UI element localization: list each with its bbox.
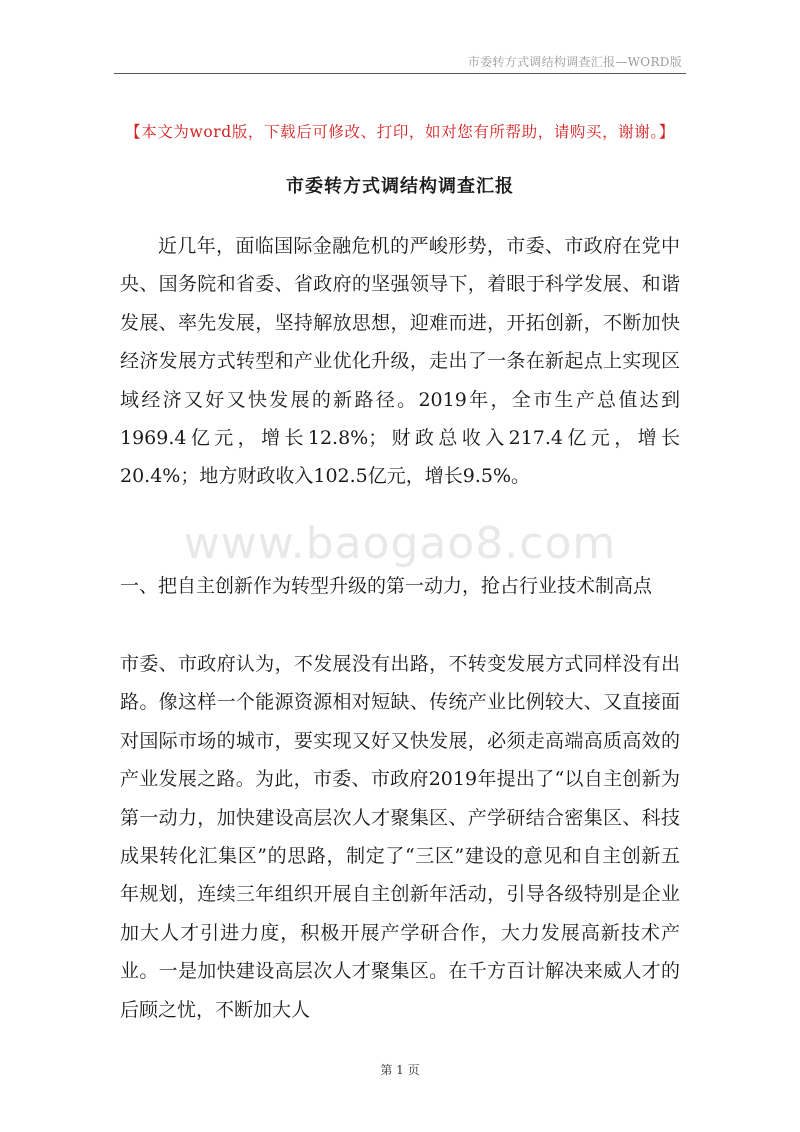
document-title: 市委转方式调结构调查汇报 (286, 176, 514, 197)
page-number: 第 1 页 (380, 1063, 420, 1077)
header-divider (114, 73, 686, 74)
intro-paragraph: 近几年，面临国际金融危机的严峻形势，市委、市政府在党中央、国务院和省委、省政府的坚强领导下，着眼于科学发展、和谐发展、率先发展，坚持解放思想，迎难而进，开拓创新，不断加快经济发展方式转型和产业优化升级，走出了一条在新起点上实现区域经济又好又快发展的新路径。2019年，全市生产总值达到1969.4亿元，增长12.8%；财政总收入217.4亿元，增长20.4%；地方财政收入102.5亿元，增长9.5%。 (120, 235, 680, 488)
watermark: www.baogao8.com (183, 518, 617, 569)
section-heading: 一、把自主创新作为转型升级的第一动力，抢占行业技术制高点 (120, 575, 653, 597)
body-paragraph: 市委、市政府认为，不发展没有出路，不转变发展方式同样没有出路。像这样一个能源资源相对短缺、传统产业比例较大、又直接面对国际市场的城市，要实现又好又快发展，必须走高端高质高效的产业发展之路。为此，市委、市政府2019年提出了“以自主创新为第一动力，加快建设高层次人才聚集区、产学研结合密集区、科技成果转化汇集区”的思路，制定了“三区”建设的意见和自主创新五年规划，连续三年组织开展自主创新年活动，引导各级特别是企业加大人才引进力度，积极开展产学研合作，大力发展高新技术产业。一是加快建设高层次人才聚集区。在千方百计解决来威人才的后顾之忧，不断加大人 (120, 653, 680, 1021)
download-notice: 【本文为word版，下载后可修改、打印，如对您有所帮助，请购买，谢谢。】 (125, 123, 675, 141)
running-header: 市委转方式调结构调查汇报—WORD版 (467, 55, 682, 69)
